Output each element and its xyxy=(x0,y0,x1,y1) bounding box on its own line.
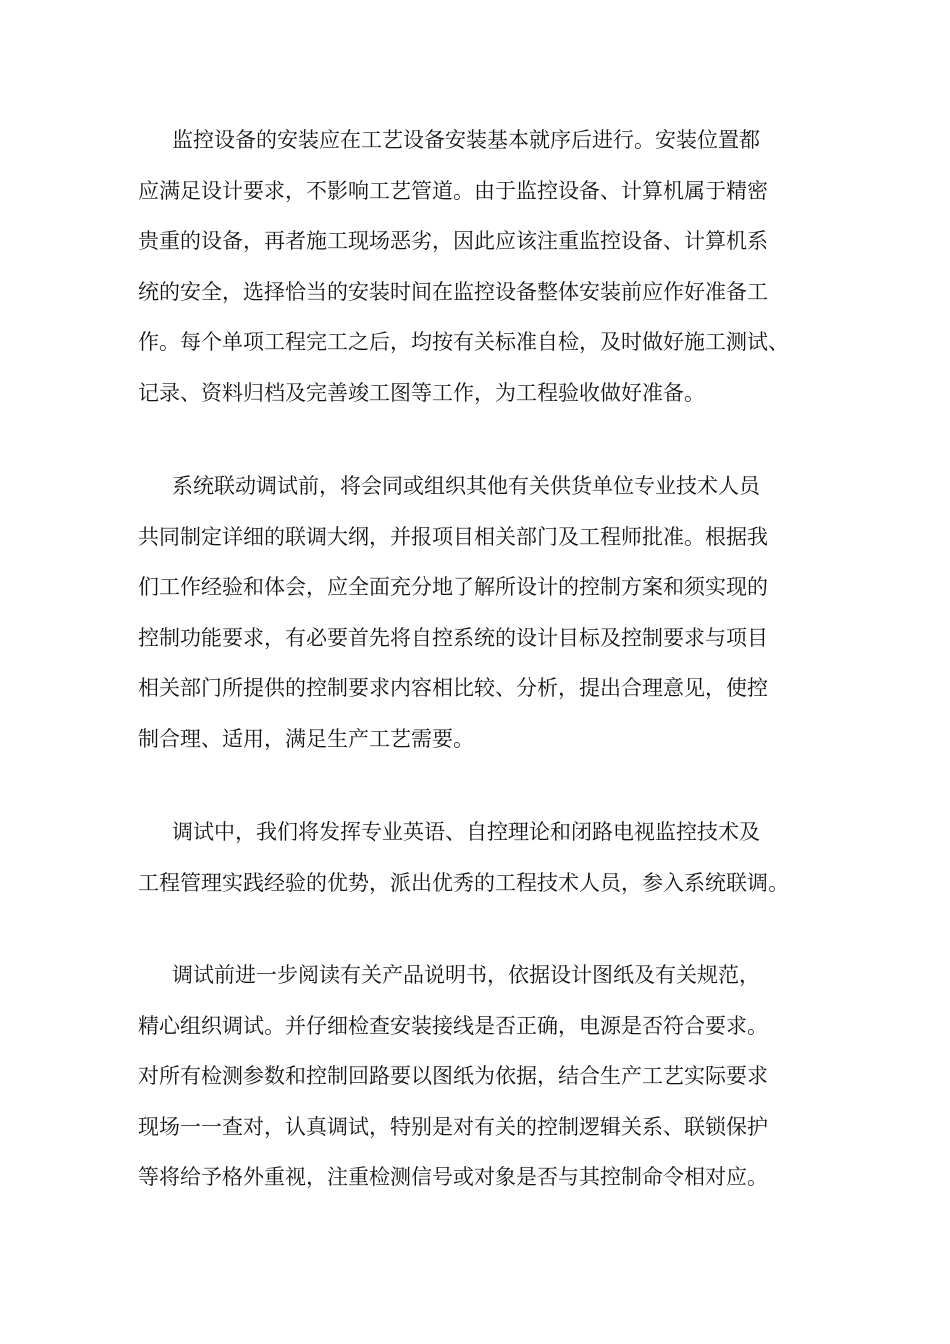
text-line: 对所有检测参数和控制回路要以图纸为依据，结合生产工艺实际要求 xyxy=(138,1064,768,1089)
paragraph-4 xyxy=(138,950,828,1203)
text-line: 记录、资料归档及完善竣工图等工作，为工程验收做好准备。 xyxy=(138,380,705,405)
text-line: 等将给予格外重视，注重检测信号或对象是否与其控制命令相对应。 xyxy=(138,1165,768,1190)
text-line: 精心组织调试。并仔细检查安装接线是否正确，电源是否符合要求。 xyxy=(138,1013,768,1038)
text-line: 贵重的设备，再者施工现场恶劣，因此应该注重监控设备、计算机系 xyxy=(138,229,768,254)
text-line: 调试前进一步阅读有关产品说明书，依据设计图纸及有关规范， xyxy=(172,963,760,987)
text-line: 应满足设计要求，不影响工艺管道。由于监控设备、计算机属于精密 xyxy=(138,178,768,203)
text-line: 监控设备的安装应在工艺设备安装基本就序后进行。安装位置都 xyxy=(172,128,760,152)
text-line: 作。每个单项工程完工之后，均按有关标准自检，及时做好施工测试、 xyxy=(138,330,789,355)
text-line: 统的安全，选择恰当的安装时间在监控设备整体安装前应作好准备工 xyxy=(138,279,768,304)
text-line: 制合理、适用，满足生产工艺需要。 xyxy=(138,726,474,751)
paragraph-1 xyxy=(138,115,828,419)
paragraph-3 xyxy=(138,807,828,908)
text-line: 相关部门所提供的控制要求内容相比较、分析，提出合理意见，使控 xyxy=(138,676,768,701)
text-line: 共同制定详细的联调大纲，并报项目相关部门及工程师批准。根据我 xyxy=(138,524,768,549)
text-line: 系统联动调试前，将会同或组织其他有关供货单位专业技术人员 xyxy=(172,474,760,498)
text-line: 工程管理实践经验的优势，派出优秀的工程技术人员，参入系统联调。 xyxy=(138,870,789,895)
text-line: 控制功能要求，有必要首先将自控系统的设计目标及控制要求与项目 xyxy=(138,625,768,650)
text-line: 们工作经验和体会，应全面充分地了解所设计的控制方案和须实现的 xyxy=(138,575,768,600)
paragraph-2 xyxy=(138,461,828,765)
text-line: 现场一一查对，认真调试，特别是对有关的控制逻辑关系、联锁保护 xyxy=(138,1114,768,1139)
text-line: 调试中，我们将发挥专业英语、自控理论和闭路电视监控技术及 xyxy=(172,820,760,844)
